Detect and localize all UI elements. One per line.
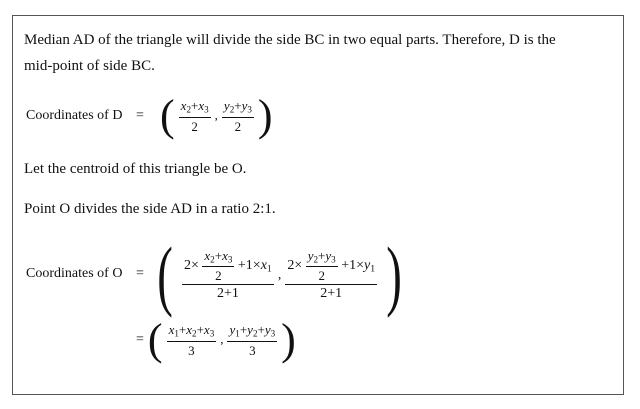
fraction-x-centroid	[182, 249, 274, 301]
label-coordinates-d-text: Coordinates of D	[26, 108, 123, 123]
fraction-x-mid	[179, 99, 211, 132]
paragraph-median-line1: Median AD of the triangle will divide the side BC in two equal parts. Therefore, D is the	[24, 32, 556, 48]
fraction-bar	[179, 117, 211, 118]
paragraph-median-line2: mid-point of side BC.	[24, 58, 155, 74]
denominator-3: 3	[188, 342, 195, 358]
equation-o-simplified	[136, 315, 296, 364]
numerator-x2-x3: $x_2+x_3$	[180, 98, 209, 115]
left-paren: (	[160, 91, 175, 140]
comma: ,	[277, 267, 282, 283]
fraction-bar	[182, 284, 274, 285]
fraction-y-mid	[222, 99, 254, 132]
label-coordinates-o	[26, 266, 144, 282]
fraction-y-centroid	[285, 249, 377, 301]
right-paren: )	[257, 91, 273, 140]
equals-sign: =	[135, 108, 144, 123]
equation-o-centroid	[152, 231, 407, 318]
right-paren: )	[281, 315, 296, 364]
paragraph-ratio: Point O divides the side AD in a ratio 2:1.	[24, 201, 276, 217]
denominator-2: 2	[234, 118, 242, 134]
fraction-bar	[285, 284, 377, 285]
equals-sign: =	[135, 266, 144, 281]
fraction-bar	[222, 117, 254, 118]
paragraph-centroid: Let the centroid of this triangle be O.	[24, 161, 247, 177]
comma: ,	[220, 331, 224, 347]
numerator-x-sum: $x_1+x_2+x_3$	[168, 322, 215, 339]
denominator-2-plus-1: 2+1	[216, 286, 239, 302]
denominator-3: 3	[249, 342, 256, 358]
comma: ,	[214, 107, 218, 123]
fraction-bar	[167, 341, 217, 342]
numerator-y-weighted: 2× $\frac{y_2+y_3}{2}$ $+1\times y_1$	[287, 247, 376, 284]
denominator-2: 2	[191, 118, 198, 134]
right-paren: )	[386, 231, 402, 318]
fraction-y-sum	[227, 323, 277, 356]
left-paren: (	[147, 315, 163, 364]
equation-d-midpoint	[160, 91, 273, 140]
fraction-bar	[227, 341, 277, 342]
left-paren: (	[157, 231, 173, 318]
fraction-x-sum	[167, 323, 217, 356]
label-coordinates-d	[26, 108, 144, 124]
numerator-y2-y3: $y_2+y_3$	[223, 98, 252, 115]
numerator-x-weighted: 2× $\frac{x_2+x_3}{2}$ $+1\times x_1$	[183, 247, 272, 284]
label-coordinates-o-text: Coordinates of O	[26, 266, 123, 281]
denominator-2-plus-1: 2+1	[320, 286, 343, 302]
numerator-y-sum: $y_1+y_2+y_3$	[229, 322, 276, 339]
equals-sign: =	[136, 332, 144, 347]
